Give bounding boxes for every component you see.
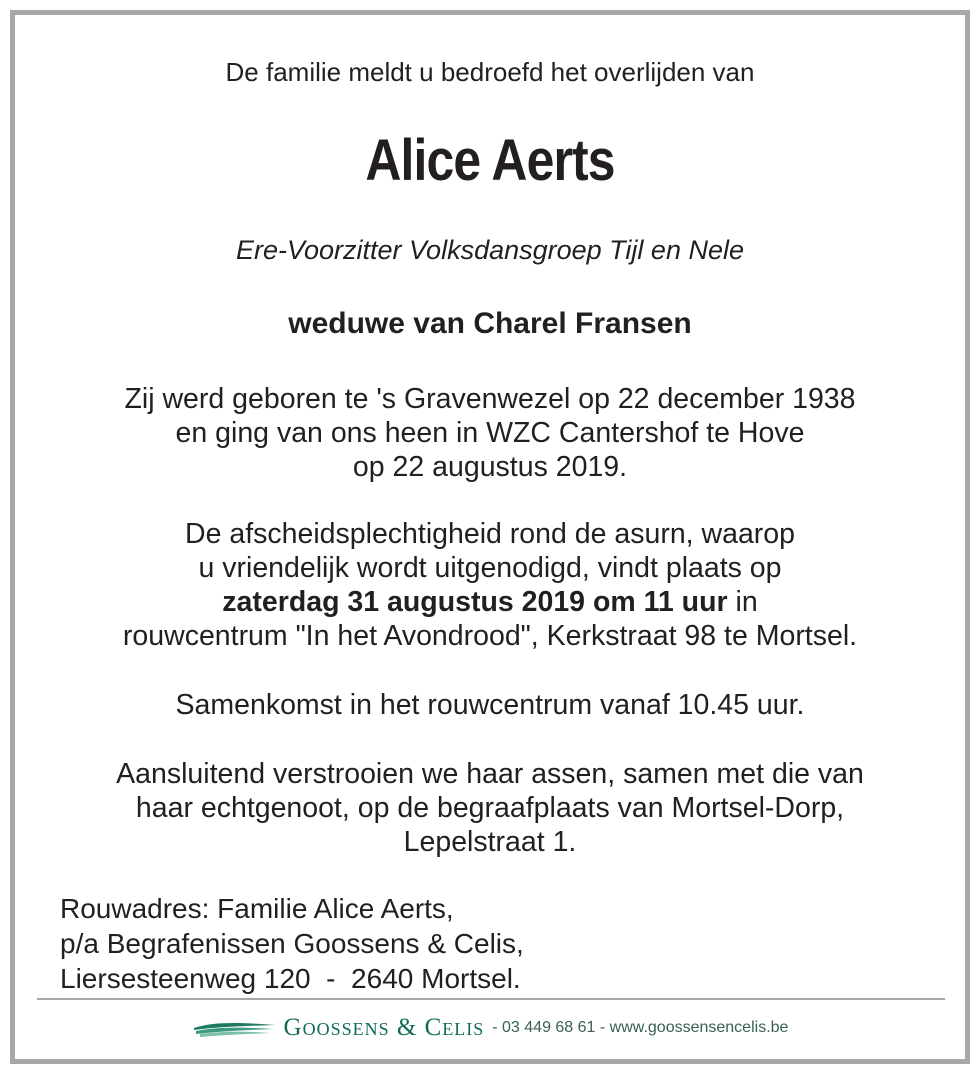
ceremony-location: rouwcentrum "In het Avondrood", Kerkstraat 98 te Mortsel. (122, 620, 858, 652)
scatter-line: Aansluitend verstrooien we haar assen, samen met die van (116, 758, 864, 790)
intro-text: De familie meldt u bedroefd het overlijden van (225, 57, 755, 87)
gathering-text: Samenkomst in het rouwcentrum vanaf 10.45 uur. (175, 689, 805, 721)
scatter-line: Lepelstraat 1. (403, 826, 577, 858)
ceremony-date-line (15, 585, 965, 619)
ceremony-date: zaterdag 31 augustus 2019 om 11 uur (222, 586, 728, 618)
ceremony-line: De afscheidsplechtigheid rond de asurn, waarop (185, 518, 795, 550)
birth-line: op 22 augustus 2019. (352, 451, 628, 483)
role-text: Ere-Voorzitter Volksdansgroep Tijl en Nele (236, 235, 744, 265)
scatter-paragraph (15, 757, 965, 859)
mourning-address (60, 891, 524, 996)
funeral-home-name: Goossens & Celis (283, 1014, 485, 1041)
obituary-card (10, 10, 970, 1064)
birth-line: Zij werd geboren te 's Gravenwezel op 22 december 1938 (124, 383, 856, 415)
ceremony-line: u vriendelijk wordt uitgenodigd, vindt plaats op (198, 552, 782, 584)
widow-text: weduwe van Charel Fransen (288, 307, 692, 340)
funeral-home-footer (15, 1010, 965, 1046)
footer-divider (37, 998, 945, 1000)
ceremony-date-suffix: in (727, 586, 758, 618)
funeral-home-contact: - 03 449 68 61 - www.goossensencelis.be (492, 1019, 789, 1036)
address-line: Rouwadres: Familie Alice Aerts, (60, 893, 454, 924)
deceased-name: Alice Aerts (365, 128, 615, 193)
swoosh-logo-icon (192, 1018, 278, 1038)
address-line: Liersesteenweg 120 - 2640 Mortsel. (60, 963, 521, 994)
address-line: p/a Begrafenissen Goossens & Celis, (60, 928, 524, 959)
birth-line: en ging van ons heen in WZC Cantershof te Hove (175, 417, 805, 449)
ceremony-paragraph (15, 517, 965, 653)
birth-paragraph (15, 382, 965, 484)
scatter-line: haar echtgenoot, op de begraafplaats van Mortsel-Dorp, (135, 792, 845, 824)
